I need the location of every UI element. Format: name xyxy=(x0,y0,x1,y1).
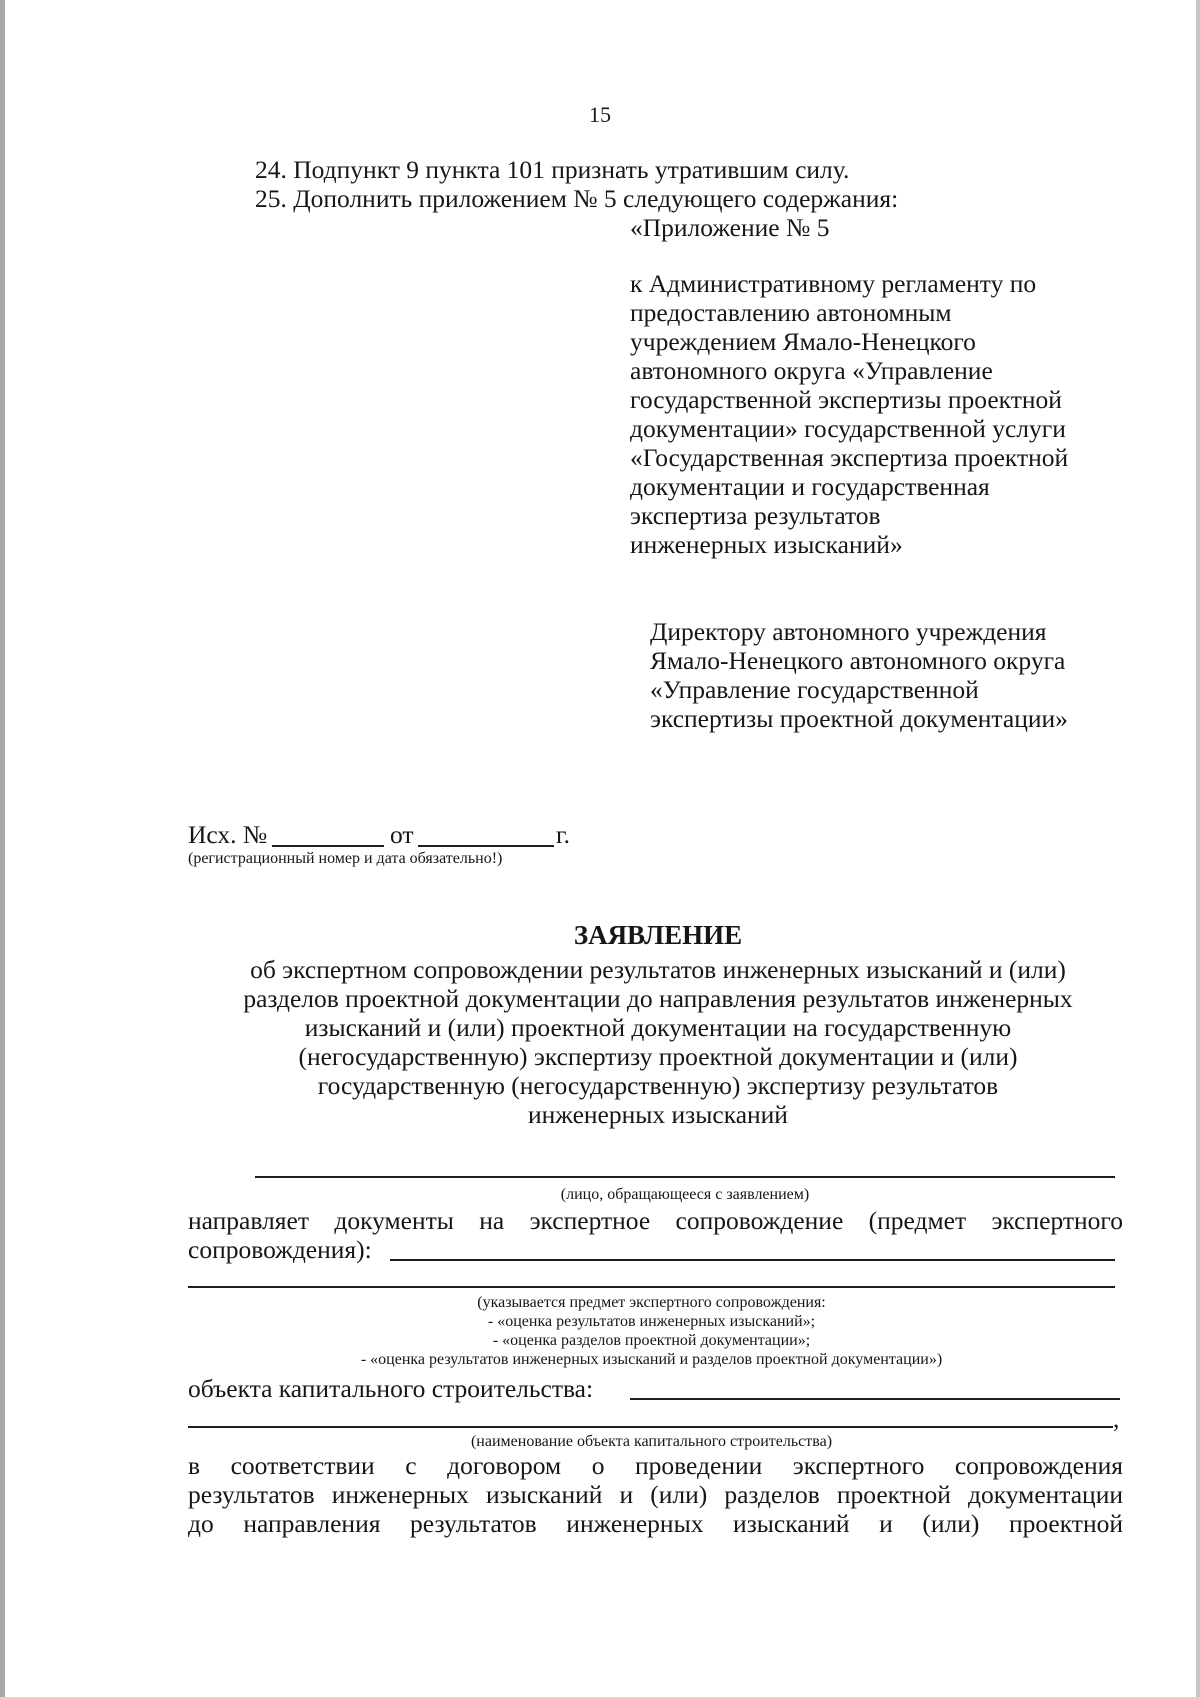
addressee-block xyxy=(650,617,1068,733)
appendix-ref-line: документации и государственная xyxy=(630,472,990,501)
appendix-ref-line: к Административному регламенту по xyxy=(630,269,1037,298)
addressee-line: экспертизы проектной документации» xyxy=(650,704,1068,733)
outgoing-year-suffix: г. xyxy=(556,820,570,849)
closing-line: результатов инженерных изысканий и (или) разделов проектной документации xyxy=(188,1480,1123,1509)
applicant-caption: (лицо, обращающееся с заявлением) xyxy=(560,1186,810,1203)
outgoing-prefix: Исх. № xyxy=(188,820,268,849)
appendix-ref-line: предоставлению автономным xyxy=(630,298,952,327)
outgoing-date-blank[interactable] xyxy=(418,845,554,847)
subject-caption-line: - «оценка результатов инженерных изысканий»; xyxy=(487,1313,816,1330)
addressee-line: Директору автономного учреждения xyxy=(650,617,1047,646)
object-label: объекта капитального строительства: xyxy=(188,1374,594,1403)
subject-blank-2[interactable] xyxy=(188,1286,1115,1288)
subtitle-line: разделов проектной документации до направления результатов инженерных xyxy=(243,984,1073,1013)
subject-caption xyxy=(188,1293,1115,1369)
scan-edge-left xyxy=(0,0,5,1697)
subject-caption-line: - «оценка разделов проектной документации»; xyxy=(492,1332,811,1349)
appendix-ref-line: документации» государственной услуги xyxy=(630,414,1066,443)
closing-line: до направления результатов инженерных изысканий и (или) проектной xyxy=(188,1509,1123,1538)
subject-blank[interactable] xyxy=(390,1259,1115,1261)
item-25: 25. Дополнить приложением № 5 следующего содержания: xyxy=(255,184,899,213)
outgoing-from: от xyxy=(390,820,414,849)
subject-caption-line: (указывается предмет экспертного сопровождения: xyxy=(477,1294,826,1311)
appendix-ref-line: экспертиза результатов xyxy=(630,501,881,530)
addressee-line: Ямало-Ненецкого автономного округа xyxy=(650,646,1066,675)
item-24: 24. Подпункт 9 пункта 101 признать утратившим силу. xyxy=(255,155,850,184)
subtitle-line: (негосударственную) экспертизу проектной документации и (или) xyxy=(298,1042,1018,1071)
sends-documents-line: направляет документы на экспертное сопровождение (предмет экспертного xyxy=(188,1206,1123,1235)
scan-edge-right xyxy=(1196,0,1200,1697)
closing-paragraph xyxy=(188,1451,1123,1538)
subtitle-line: изысканий и (или) проектной документации на государственную xyxy=(304,1013,1012,1042)
subtitle-line: инженерных изысканий xyxy=(528,1100,788,1129)
statement-subtitle xyxy=(188,955,1128,1129)
appendix-title: «Приложение № 5 xyxy=(630,213,830,242)
appendix-ref-line: «Государственная экспертиза проектной xyxy=(630,443,1069,472)
subject-label: сопровождения): xyxy=(188,1235,372,1264)
appendix-reference xyxy=(630,269,1068,559)
object-blank[interactable] xyxy=(630,1398,1120,1400)
object-caption: (наименование объекта капитального строительства) xyxy=(470,1433,833,1450)
closing-line: в соответствии с договором о проведении экспертного сопровождения xyxy=(188,1451,1123,1480)
applicant-blank[interactable] xyxy=(255,1176,1115,1178)
subtitle-line: об экспертном сопровождении результатов инженерных изысканий и (или) xyxy=(250,955,1066,984)
appendix-ref-line: государственной экспертизы проектной xyxy=(630,385,1062,414)
object-comma: , xyxy=(1113,1404,1120,1433)
subtitle-line: государственную (негосударственную) экспертизу результатов xyxy=(317,1071,999,1100)
outgoing-number-blank[interactable] xyxy=(272,845,384,847)
appendix-ref-line: учреждением Ямало-Ненецкого xyxy=(630,327,976,356)
appendix-ref-line: автономного округа «Управление xyxy=(630,356,993,385)
outgoing-note: (регистрационный номер и дата обязательно!) xyxy=(188,850,503,867)
subject-caption-line: - «оценка результатов инженерных изысканий и разделов проектной документации») xyxy=(360,1351,943,1368)
appendix-ref-line: инженерных изысканий» xyxy=(630,530,903,559)
page-number: 15 xyxy=(589,102,611,127)
statement-title: ЗАЯВЛЕНИЕ xyxy=(573,920,743,950)
object-blank-2[interactable] xyxy=(188,1426,1113,1428)
addressee-line: «Управление государственной xyxy=(650,675,979,704)
